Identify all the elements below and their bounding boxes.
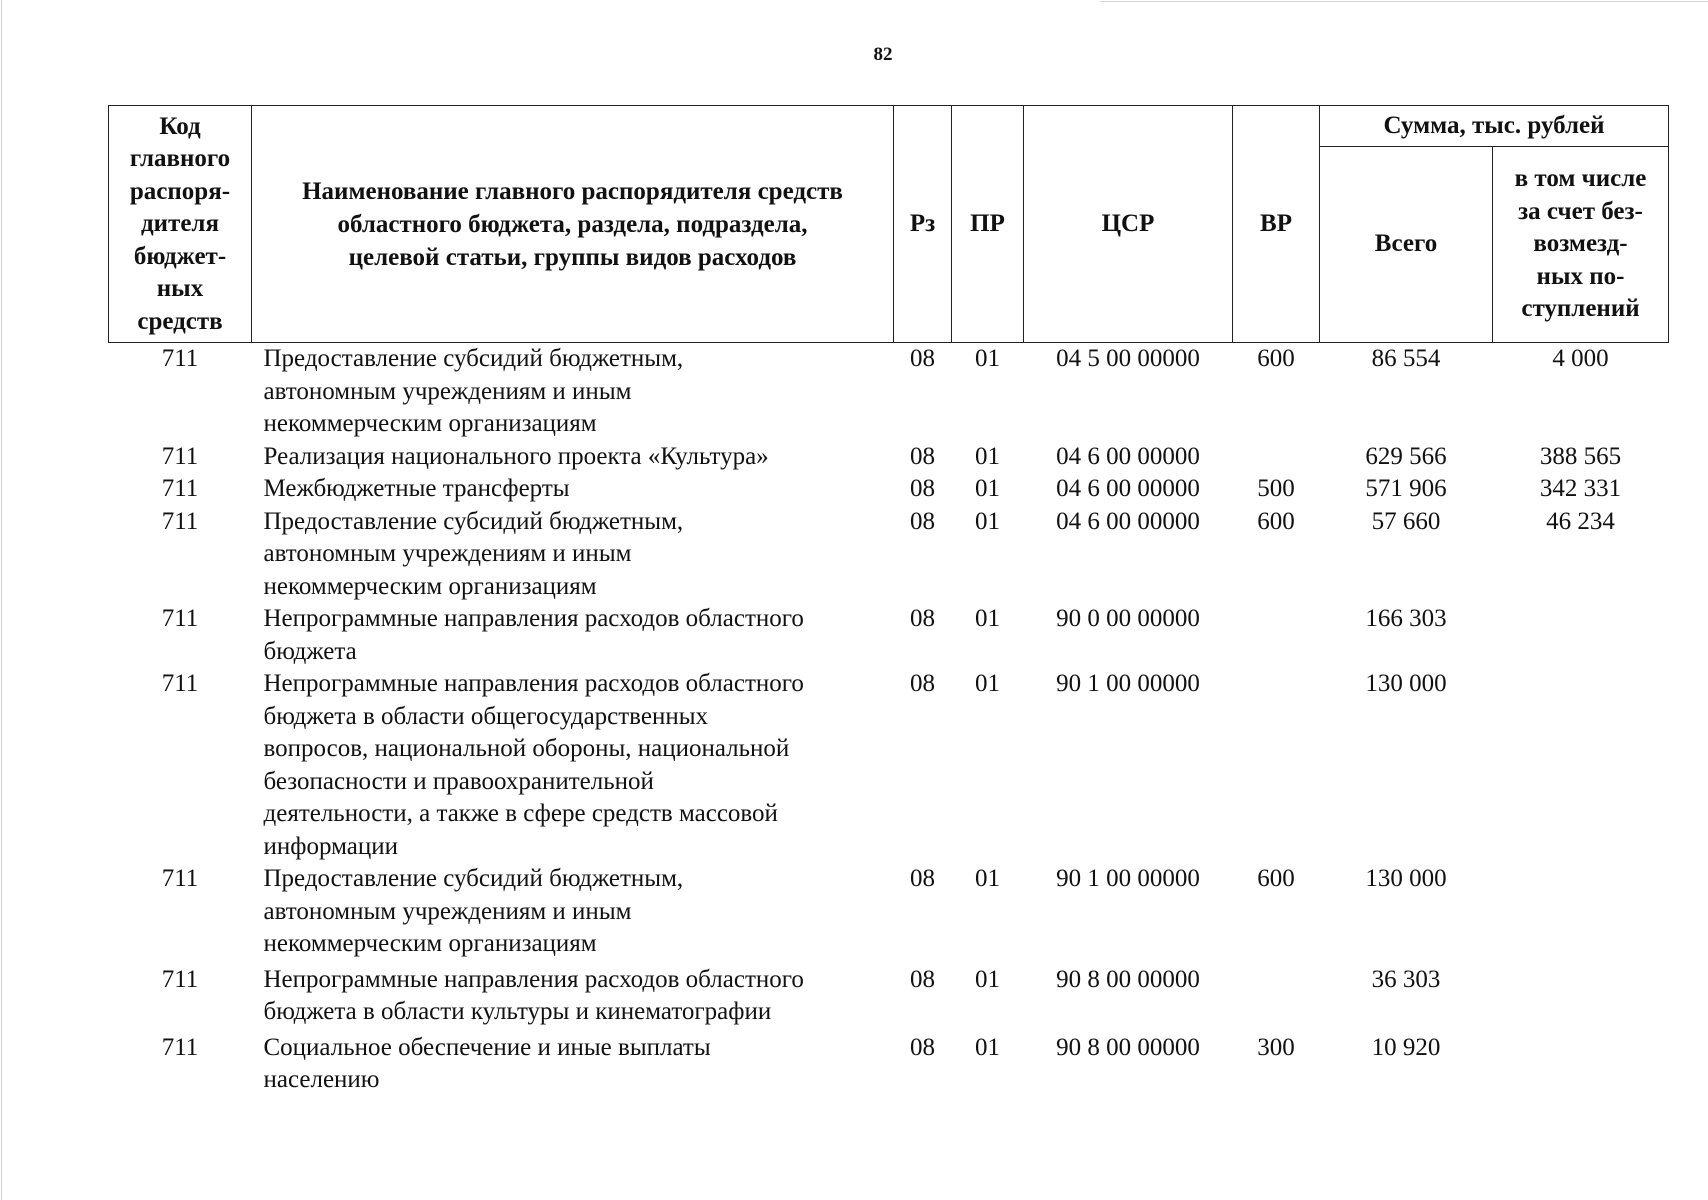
name-line: автономным учреждениям и иным <box>263 377 632 405</box>
cell-code: 711 <box>161 670 199 697</box>
cell-csr: 04 6 00 00000 <box>1056 442 1200 470</box>
cell-code: 711 <box>161 442 199 470</box>
cell-vr: 300 <box>1257 1033 1295 1061</box>
name-line: Межбюджетные трансферты <box>263 475 570 502</box>
cell-csr: 04 6 00 00000 <box>1056 507 1200 535</box>
cell-name <box>252 506 894 604</box>
cell-name <box>252 863 894 961</box>
cell-rz: 08 <box>910 1033 935 1061</box>
cell-vr: 600 <box>1257 865 1295 892</box>
name-line: вопросов, национальной обороны, национальной <box>263 735 790 762</box>
cell-total: 571 906 <box>1365 475 1447 502</box>
cell-code: 711 <box>161 865 199 892</box>
name-line: Непрограммные направления расходов областного <box>263 965 804 993</box>
cell-csr: 90 1 00 00000 <box>1056 865 1200 892</box>
cell-name <box>252 961 894 1029</box>
cell-free: 46 234 <box>1546 507 1615 535</box>
budget-table <box>108 105 1669 1097</box>
cell-total: 10 920 <box>1371 1033 1441 1061</box>
cell-name <box>252 603 894 668</box>
name-line: Предоставление субсидий бюджетным, <box>263 345 684 372</box>
name-line: некоммерческим организациям <box>263 572 597 600</box>
cell-free: 388 565 <box>1539 442 1622 470</box>
cell-vr <box>1233 603 1320 668</box>
table-row <box>109 863 1669 961</box>
cell-rz: 08 <box>910 345 935 372</box>
cell-name <box>252 343 894 441</box>
cell-vr <box>1233 668 1320 863</box>
cell-rz: 08 <box>910 475 935 502</box>
cell-free <box>1493 603 1669 668</box>
cell-code: 711 <box>161 507 199 535</box>
table-header <box>109 106 1669 343</box>
cell-csr: 90 8 00 00000 <box>1056 965 1200 993</box>
cell-rz: 08 <box>910 865 935 892</box>
scan-top-edge <box>1100 1 1708 2</box>
cell-vr: 600 <box>1257 507 1295 535</box>
cell-pr: 01 <box>975 670 1000 697</box>
cell-csr: 04 5 00 00000 <box>1056 345 1200 372</box>
name-line: некоммерческим организациям <box>263 930 597 957</box>
header-sum: Сумма, тыс. рублей <box>1320 106 1669 147</box>
name-line: деятельности, а также в сфере средств массовой <box>263 800 778 827</box>
cell-total: 629 566 <box>1365 442 1447 470</box>
cell-name <box>252 1029 894 1097</box>
cell-pr: 01 <box>975 475 1000 502</box>
table-row <box>109 441 1669 474</box>
cell-free <box>1493 863 1669 961</box>
table-row <box>109 473 1669 506</box>
name-line: автономным учреждениям и иным <box>263 897 632 925</box>
cell-total: 86 554 <box>1371 345 1441 372</box>
header-total: Всего <box>1320 147 1493 343</box>
cell-free: 342 331 <box>1539 475 1622 502</box>
cell-total: 130 000 <box>1365 865 1447 892</box>
cell-name <box>252 441 894 474</box>
name-line: бюджета в области культуры и кинематографии <box>263 998 772 1025</box>
cell-name <box>252 473 894 506</box>
table-row <box>109 1029 1669 1097</box>
cell-pr: 01 <box>975 605 1000 632</box>
cell-pr: 01 <box>975 1033 1000 1061</box>
cell-csr: 90 0 00 00000 <box>1056 605 1200 632</box>
name-line: Предоставление субсидий бюджетным, <box>263 507 684 535</box>
cell-csr: 90 8 00 00000 <box>1056 1033 1200 1061</box>
cell-code: 711 <box>161 1033 199 1061</box>
cell-rz: 08 <box>910 965 935 993</box>
cell-pr: 01 <box>975 442 1000 470</box>
table-row <box>109 668 1669 863</box>
cell-total: 57 660 <box>1371 507 1441 535</box>
cell-total: 130 000 <box>1365 670 1447 697</box>
cell-total: 36 303 <box>1371 965 1441 993</box>
cell-code: 711 <box>161 475 199 502</box>
cell-code: 711 <box>161 605 199 632</box>
cell-rz: 08 <box>910 507 935 535</box>
header-free: в том числе за счет без- возмезд- ных по- ступлений <box>1493 147 1669 343</box>
name-line: безопасности и правоохранительной <box>263 767 654 795</box>
cell-vr <box>1233 441 1320 474</box>
header-pr: ПР <box>952 106 1024 343</box>
scan-edge <box>1 0 2 1200</box>
cell-rz: 08 <box>910 605 935 632</box>
table-row <box>109 506 1669 604</box>
table-row <box>109 343 1669 441</box>
name-line: бюджета <box>263 637 357 665</box>
name-line: населению <box>263 1066 380 1093</box>
table-row <box>109 961 1669 1029</box>
name-line: некоммерческим организациям <box>263 410 597 437</box>
name-line: Непрограммные направления расходов областного <box>263 670 804 697</box>
name-line: Непрограммные направления расходов областного <box>263 605 804 632</box>
cell-code: 711 <box>161 965 199 993</box>
cell-pr: 01 <box>975 865 1000 892</box>
page-number: 82 <box>873 44 893 65</box>
cell-csr: 90 1 00 00000 <box>1056 670 1200 697</box>
cell-rz: 08 <box>910 442 935 470</box>
header-csr: ЦСР <box>1024 106 1233 343</box>
name-line: автономным учреждениям и иным <box>263 540 632 567</box>
name-line: бюджета в области общегосударственных <box>263 702 708 730</box>
cell-pr: 01 <box>975 965 1000 993</box>
table-row <box>109 603 1669 668</box>
cell-free <box>1493 668 1669 863</box>
cell-vr <box>1233 961 1320 1029</box>
cell-free <box>1493 1029 1669 1097</box>
table-body <box>109 343 1669 1097</box>
name-line: Реализация национального проекта «Культура» <box>263 442 769 470</box>
cell-pr: 01 <box>975 345 1000 372</box>
cell-rz: 08 <box>910 670 935 697</box>
header-code: Код главного распоря- дителя бюджет- ных средств <box>109 106 252 343</box>
name-line: информации <box>263 832 398 860</box>
cell-free <box>1493 961 1669 1029</box>
header-name: Наименование главного распорядителя средств областного бюджета, раздела, подраздела, целевой статьи, группы видов расходов <box>252 106 894 343</box>
cell-free: 4 000 <box>1552 345 1609 372</box>
cell-pr: 01 <box>975 507 1000 535</box>
name-line: Предоставление субсидий бюджетным, <box>263 865 684 892</box>
cell-csr: 04 6 00 00000 <box>1056 475 1200 502</box>
cell-code: 711 <box>161 345 199 372</box>
name-line: Социальное обеспечение и иные выплаты <box>263 1033 711 1061</box>
cell-name <box>252 668 894 863</box>
cell-total: 166 303 <box>1365 605 1447 632</box>
header-rz: Рз <box>894 106 952 343</box>
cell-vr: 600 <box>1257 345 1295 372</box>
header-vr: ВР <box>1233 106 1320 343</box>
cell-vr: 500 <box>1257 475 1295 502</box>
